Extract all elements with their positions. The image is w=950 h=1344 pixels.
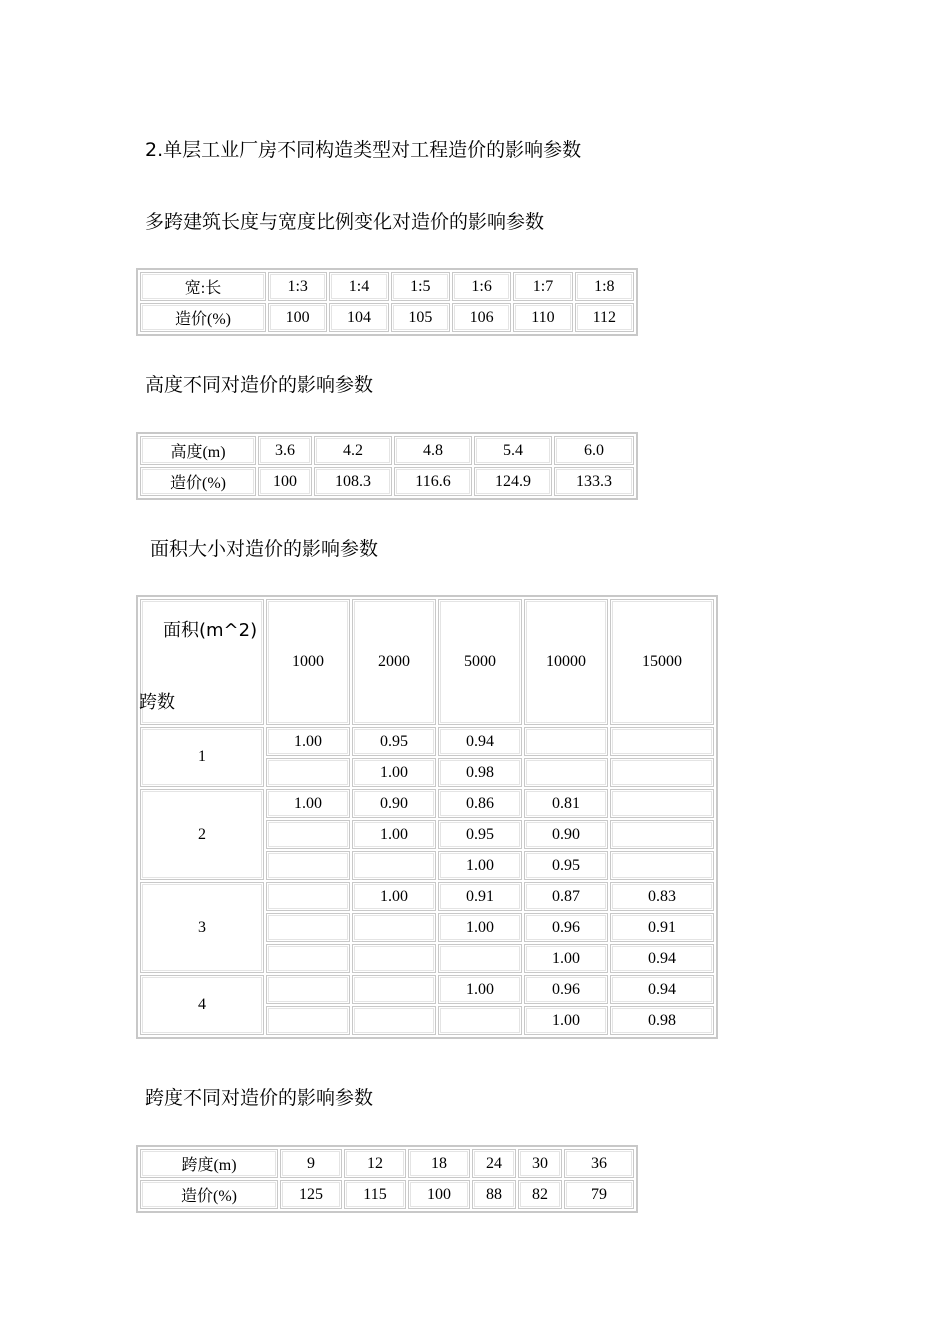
factor-cell xyxy=(524,727,608,756)
factor-cell xyxy=(266,1006,350,1035)
factor-cell: 0.86 xyxy=(438,789,522,818)
factor-cell xyxy=(266,944,350,973)
factor-cell: 0.90 xyxy=(352,789,436,818)
cost-cell: 79 xyxy=(564,1180,634,1209)
cost-cell: 115 xyxy=(344,1180,406,1209)
cost-cell: 82 xyxy=(518,1180,562,1209)
factor-cell: 0.81 xyxy=(524,789,608,818)
factor-cell xyxy=(610,851,714,880)
height-cell: 4.8 xyxy=(394,436,472,465)
area-cell: 15000 xyxy=(610,599,714,725)
main-heading: 2.单层工业厂房不同构造类型对工程造价的影响参数 xyxy=(145,139,582,161)
factor-cell: 0.98 xyxy=(438,758,522,787)
factor-cell xyxy=(352,944,436,973)
height-section-title: 高度不同对造价的影响参数 xyxy=(145,374,374,396)
factor-cell: 0.94 xyxy=(438,727,522,756)
cost-row-label: 造价(%) xyxy=(140,467,256,496)
cost-cell: 104 xyxy=(329,303,388,332)
area-cell: 5000 xyxy=(438,599,522,725)
ratio-row xyxy=(140,272,634,301)
factor-cell xyxy=(352,1006,436,1035)
factor-cell: 1.00 xyxy=(438,851,522,880)
cost-row xyxy=(140,303,634,332)
factor-cell: 1.00 xyxy=(352,758,436,787)
factor-cell: 0.95 xyxy=(352,727,436,756)
ratio-table xyxy=(136,268,638,336)
cost-cell: 133.3 xyxy=(554,467,634,496)
area-span-corner xyxy=(140,599,264,725)
area-table xyxy=(136,595,718,1039)
factor-cell xyxy=(266,913,350,942)
factor-cell: 0.91 xyxy=(610,913,714,942)
factor-cell: 1.00 xyxy=(438,913,522,942)
factor-cell: 0.87 xyxy=(524,882,608,911)
span-section-title: 跨度不同对造价的影响参数 xyxy=(145,1087,374,1109)
ratio-cell: 1:6 xyxy=(452,272,511,301)
table-row xyxy=(140,975,714,1004)
factor-cell: 1.00 xyxy=(524,944,608,973)
factor-cell: 0.96 xyxy=(524,913,608,942)
factor-cell xyxy=(610,820,714,849)
factor-cell: 0.95 xyxy=(524,851,608,880)
factor-cell: 0.91 xyxy=(438,882,522,911)
factor-cell xyxy=(352,975,436,1004)
ratio-cell: 1:4 xyxy=(329,272,388,301)
cost-row-label: 造价(%) xyxy=(140,303,266,332)
span-cell: 9 xyxy=(280,1149,342,1178)
span-table xyxy=(136,1145,638,1213)
cost-row xyxy=(140,467,634,496)
span-cell: 30 xyxy=(518,1149,562,1178)
area-cell: 1000 xyxy=(266,599,350,725)
factor-cell: 1.00 xyxy=(266,727,350,756)
height-cell: 4.2 xyxy=(314,436,392,465)
factor-cell xyxy=(610,789,714,818)
ratio-cell: 1:8 xyxy=(575,272,634,301)
span-count: 2 xyxy=(140,789,264,880)
span-count: 1 xyxy=(140,727,264,787)
ratio-cell: 1:5 xyxy=(391,272,450,301)
ratio-cell: 1:7 xyxy=(513,272,572,301)
height-cell: 6.0 xyxy=(554,436,634,465)
cost-cell: 100 xyxy=(408,1180,470,1209)
ratio-row-label: 宽:长 xyxy=(140,272,266,301)
area-label: 面积(m^2) xyxy=(163,620,258,641)
area-section-title: 面积大小对造价的影响参数 xyxy=(150,538,379,560)
cost-cell: 100 xyxy=(268,303,327,332)
span-row xyxy=(140,1149,634,1178)
cost-cell: 106 xyxy=(452,303,511,332)
ratio-cell: 1:3 xyxy=(268,272,327,301)
span-cell: 18 xyxy=(408,1149,470,1178)
height-row-label: 高度(m) xyxy=(140,436,256,465)
factor-cell: 0.94 xyxy=(610,975,714,1004)
factor-cell: 0.95 xyxy=(438,820,522,849)
factor-cell: 0.94 xyxy=(610,944,714,973)
factor-cell xyxy=(610,758,714,787)
cost-cell: 116.6 xyxy=(394,467,472,496)
table-row xyxy=(140,727,714,756)
factor-cell: 0.96 xyxy=(524,975,608,1004)
cost-cell: 88 xyxy=(472,1180,516,1209)
factor-cell xyxy=(266,851,350,880)
cost-row xyxy=(140,1180,634,1209)
factor-cell: 0.90 xyxy=(524,820,608,849)
factor-cell xyxy=(438,1006,522,1035)
height-row xyxy=(140,436,634,465)
span-cell: 24 xyxy=(472,1149,516,1178)
area-cell: 2000 xyxy=(352,599,436,725)
height-table xyxy=(136,432,638,500)
height-cell: 3.6 xyxy=(258,436,312,465)
factor-cell: 1.00 xyxy=(438,975,522,1004)
cost-cell: 108.3 xyxy=(314,467,392,496)
cost-cell: 124.9 xyxy=(474,467,552,496)
span-count: 4 xyxy=(140,975,264,1035)
factor-cell xyxy=(266,882,350,911)
area-cell: 10000 xyxy=(524,599,608,725)
factor-cell: 1.00 xyxy=(352,820,436,849)
cost-row-label: 造价(%) xyxy=(140,1180,278,1209)
cost-cell: 105 xyxy=(391,303,450,332)
span-count: 3 xyxy=(140,882,264,973)
cost-cell: 112 xyxy=(575,303,634,332)
factor-cell xyxy=(352,913,436,942)
table-row xyxy=(140,789,714,818)
table-row xyxy=(140,882,714,911)
factor-cell xyxy=(438,944,522,973)
span-label: 跨数 xyxy=(139,692,175,713)
height-cell: 5.4 xyxy=(474,436,552,465)
factor-cell: 0.83 xyxy=(610,882,714,911)
factor-cell: 1.00 xyxy=(266,789,350,818)
factor-cell xyxy=(524,758,608,787)
factor-cell: 1.00 xyxy=(524,1006,608,1035)
factor-cell: 1.00 xyxy=(352,882,436,911)
span-row-label: 跨度(m) xyxy=(140,1149,278,1178)
span-cell: 36 xyxy=(564,1149,634,1178)
ratio-section-title: 多跨建筑长度与宽度比例变化对造价的影响参数 xyxy=(145,211,545,233)
factor-cell xyxy=(266,820,350,849)
cost-cell: 125 xyxy=(280,1180,342,1209)
cost-cell: 100 xyxy=(258,467,312,496)
cost-cell: 110 xyxy=(513,303,572,332)
factor-cell xyxy=(610,727,714,756)
factor-cell: 0.98 xyxy=(610,1006,714,1035)
factor-cell xyxy=(352,851,436,880)
factor-cell xyxy=(266,975,350,1004)
factor-cell xyxy=(266,758,350,787)
area-header-row xyxy=(140,599,714,725)
span-cell: 12 xyxy=(344,1149,406,1178)
